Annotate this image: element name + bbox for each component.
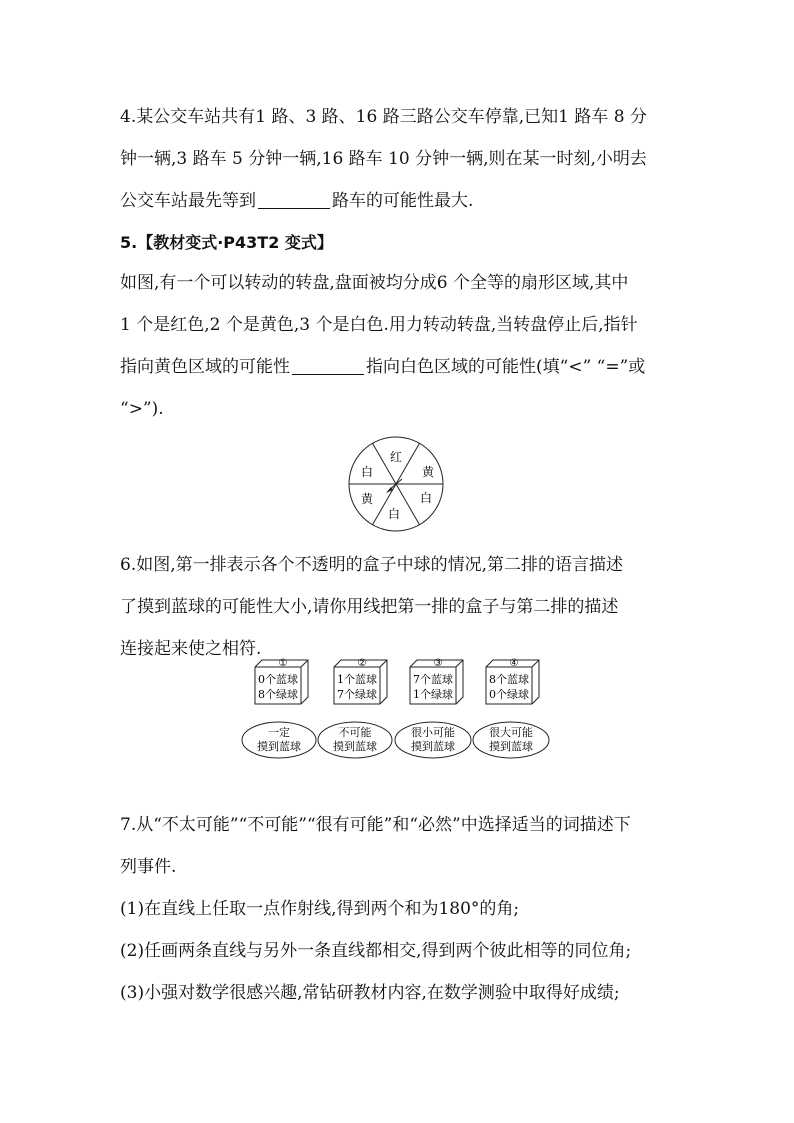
q7-item-1: (1)在直线上任取一点作射线,得到两个和为180°的角; [120,899,520,919]
box-1-blue: 0个蓝球 [258,673,298,686]
box-4-green: 0个绿球 [489,688,529,701]
q7-line-2: 列事件. [120,857,177,877]
q5-text-before-blank: 指向黄色区域的可能性 [120,357,290,377]
box-3[interactable] [410,658,463,704]
box-4[interactable] [486,658,539,704]
q4-line-3 [120,189,680,213]
spinner-label-upper-left: 白 [360,465,374,479]
box-4-blue: 8个蓝球 [489,673,529,686]
oval-2[interactable] [318,722,392,758]
oval-3[interactable] [395,722,471,758]
spinner-label-lower-right: 白 [419,491,433,505]
q7-line-1: 7.从“不太可能”“不可能”“很有可能”和“必然”中选择适当的词描述下 [120,815,631,835]
box-1-green: 8个绿球 [258,688,298,701]
spinner-label-bottom: 白 [387,507,401,521]
box-3-blue: 7个蓝球 [413,673,453,686]
q7-item-2: (2)任画两条直线与另外一条直线都相交,得到两个彼此相等的同位角; [120,941,632,961]
box-1-number: ① [278,658,288,669]
oval-2-line-1: 不可能 [338,726,372,739]
q6-line-1: 6.如图,第一排表示各个不透明的盒子中球的情况,第二排的语言描述 [120,555,624,575]
oval-2-line-2: 摸到蓝球 [333,740,377,753]
box-4-number: ④ [509,658,519,669]
q4-line-2: 钟一辆,3 路车 5 分钟一辆,16 路车 10 分钟一辆,则在某一时刻,小明去 [120,149,647,169]
boxes-ovals-diagram [238,656,558,764]
q5-line-4: “>”). [120,399,164,419]
oval-3-line-2: 摸到蓝球 [411,740,455,753]
q5-text-after-blank: 指向白色区域的可能性(填“<” “=”或 [366,357,646,377]
oval-1-line-2: 摸到蓝球 [257,740,301,753]
box-2-blue: 1个蓝球 [337,673,377,686]
q5-line-3 [120,355,680,379]
q4-line-1: 4.某公交车站共有1 路、3 路、16 路三路公交车停靠,已知1 路车 8 分 [120,107,647,127]
box-3-number: ③ [433,658,443,669]
oval-4-line-2: 摸到蓝球 [489,740,533,753]
box-2[interactable] [334,658,387,704]
oval-1[interactable] [242,722,316,758]
q6-line-2: 了摸到蓝球的可能性大小,请你用线把第一排的盒子与第二排的描述 [120,597,619,617]
q6-line-3: 连接起来使之相符. [120,639,262,659]
q5-line-1: 如图,有一个可以转动的转盘,盘面被均分成6 个全等的扇形区域,其中 [120,273,629,293]
oval-4-line-1: 很大可能 [489,726,533,739]
q5-line-2: 1 个是红色,2 个是黄色,3 个是白色.用力转动转盘,当转盘停止后,指针 [120,315,638,335]
q4-answer-blank[interactable] [258,190,330,209]
oval-4[interactable] [473,722,549,758]
box-2-number: ② [357,658,367,669]
box-1[interactable] [255,658,308,704]
q7-item-3: (3)小强对数学很感兴趣,常钻研教材内容,在数学测验中取得好成绩; [120,983,620,1003]
q4-text-before-blank: 公交车站最先等到 [120,191,256,211]
spinner-diagram [346,434,446,534]
oval-3-line-1: 很小可能 [411,726,455,739]
q4-text-after-blank: 路车的可能性最大. [332,191,474,211]
spinner-label-top: 红 [389,450,403,464]
box-2-green: 7个绿球 [337,688,377,701]
spinner-label-lower-left: 黄 [360,492,374,506]
q5-title: 5.【教材变式·P43T2 变式】 [120,233,333,252]
oval-1-line-1: 一定 [268,726,290,739]
q5-answer-blank[interactable] [292,356,364,375]
box-3-green: 1个绿球 [413,688,453,701]
spinner-label-upper-right: 黄 [421,465,435,479]
